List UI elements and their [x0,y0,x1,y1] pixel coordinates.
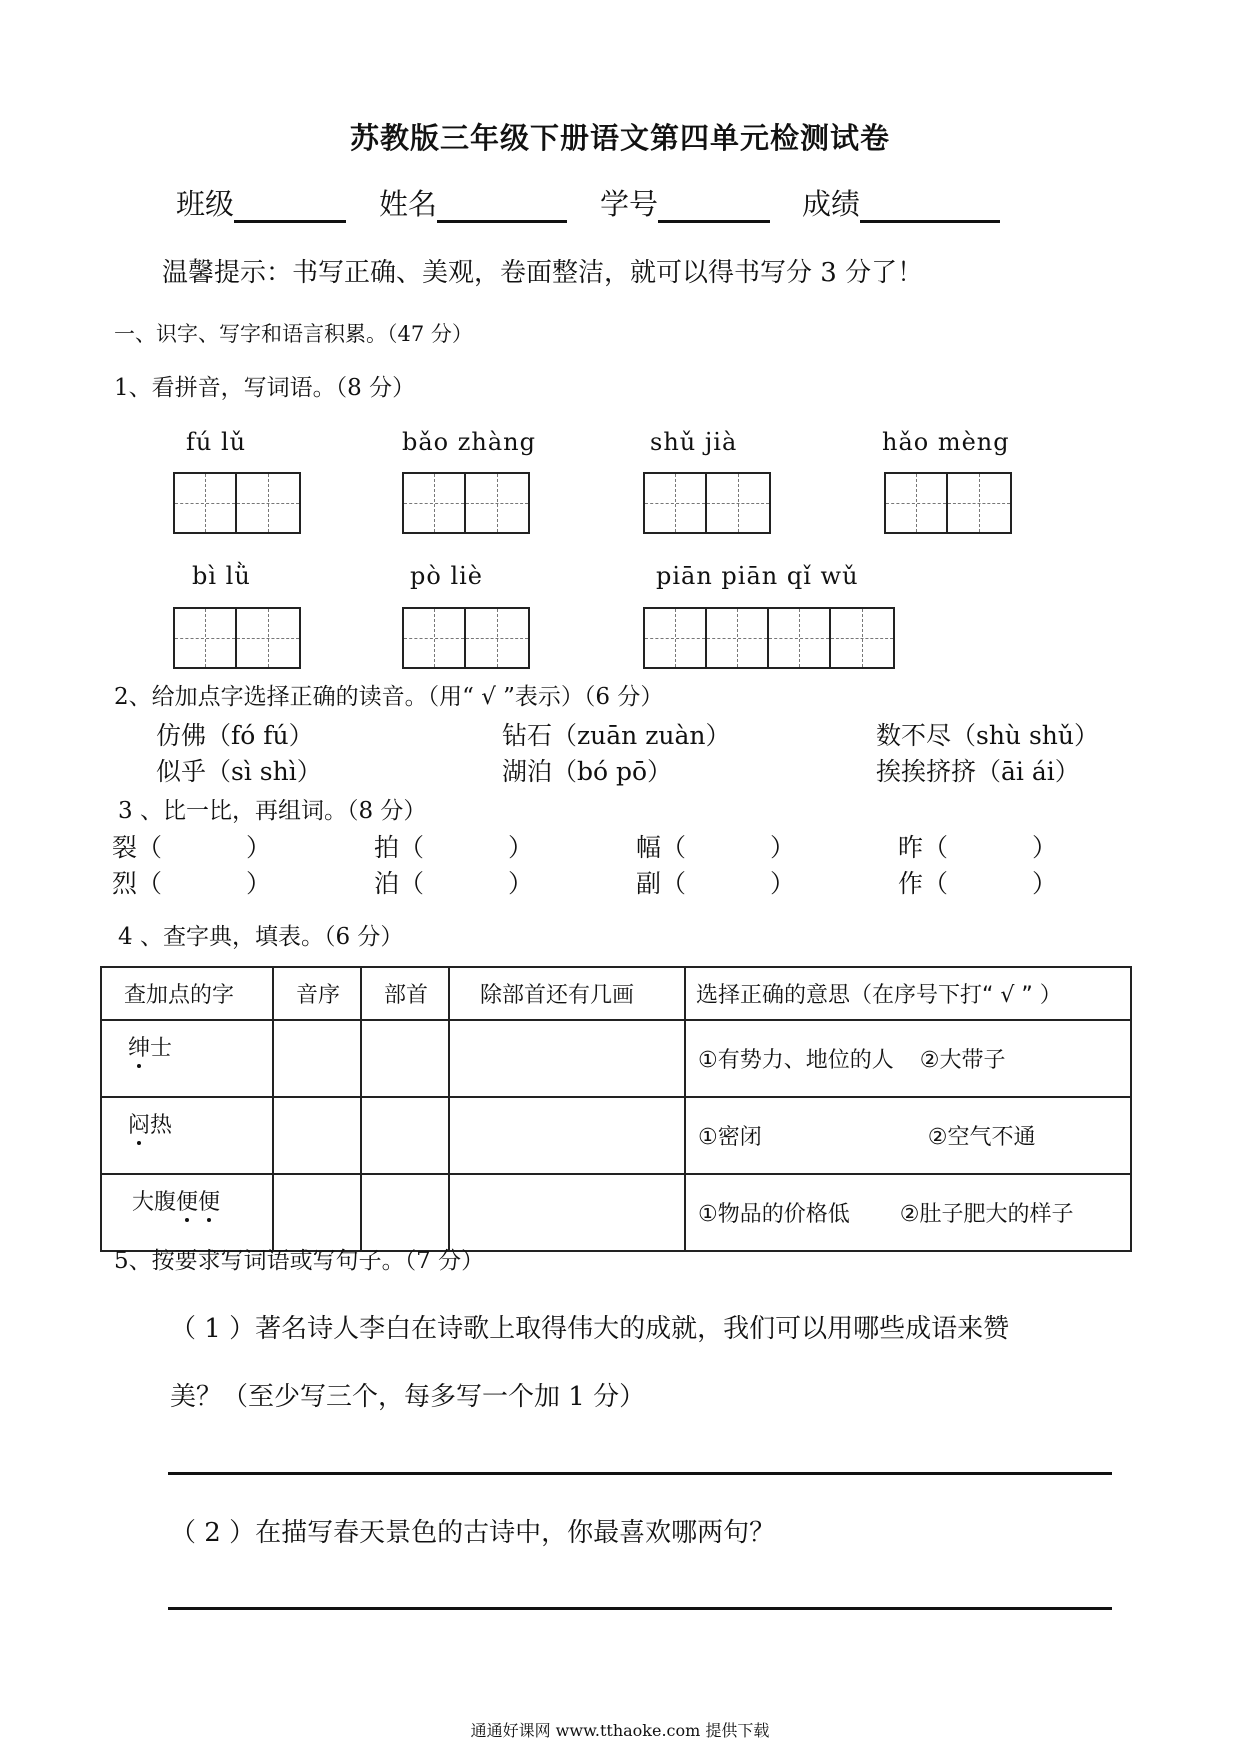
table-header: 除部首还有几画 [449,967,685,1020]
answer-cell[interactable] [273,1020,361,1097]
q3-item[interactable]: 幅（ ） [636,833,796,862]
meaning-cell[interactable]: ①密闭 ②空气不通 [685,1097,1131,1174]
q2-item[interactable]: 数不尽（shù shǔ） [876,721,1100,750]
table-row [101,1174,1131,1251]
table-header: 选择正确的意思（在序号下打“ √ ” ） [685,967,1131,1020]
meaning-cell[interactable]: ①有势力、地位的人 ②大带子 [685,1020,1131,1097]
q2-label: 2、给加点字选择正确的读音。（用“ √ ”表示）（6 分） [114,684,664,710]
dotted-char: 绅 [128,1031,150,1062]
number-label: 学号 [600,187,659,221]
table-row [101,1020,1131,1097]
pinyin-7: piān piān qǐ wǔ [656,562,859,590]
q5-label: 5、按要求写词语或写句子。（7 分） [114,1248,485,1274]
answer-cell[interactable] [361,1097,449,1174]
answer-grid-4[interactable] [884,472,1012,534]
page-title: 苏教版三年级下册语文第四单元检测试卷 [349,121,890,155]
meaning-cell[interactable]: ①物品的价格低 ②肚子肥大的样子 [685,1174,1131,1251]
dotted-char: 闷 [128,1108,150,1139]
answer-grid-2[interactable] [402,472,530,534]
answer-grid-3[interactable] [643,472,771,534]
section1-heading: 一、识字、写字和语言积累。（47 分） [114,322,473,346]
q3-item[interactable]: 拍（ ） [374,833,534,862]
number-field[interactable] [600,182,770,223]
q5-part1-line1: （ 1 ）著名诗人李白在诗歌上取得伟大的成就，我们可以用哪些成语来赞 [170,1314,1010,1344]
dotted-word: 绅士 [128,1036,172,1061]
score-label: 成绩 [802,187,861,221]
answer-cell[interactable] [361,1020,449,1097]
dictionary-table [100,966,1132,1252]
word-cell [101,1020,273,1097]
q2-item[interactable]: 仿佛（fó fú） [156,721,314,750]
table-header: 音序 [273,967,361,1020]
word-cell: 闷热 [101,1097,273,1174]
answer-grid-7[interactable] [643,607,895,669]
tip-text: 温馨提示：书写正确、美观，卷面整洁，就可以得书写分 3 分了！ [162,258,924,288]
q3-item[interactable]: 烈（ ） [112,869,272,898]
q3-label: 3 、比一比，再组词。（8 分） [118,798,427,824]
answer-line-1[interactable] [168,1472,1112,1475]
answer-cell[interactable] [361,1174,449,1251]
answer-cell[interactable] [273,1174,361,1251]
answer-cell[interactable] [449,1097,685,1174]
q5-part1-line2: 美？（至少写三个，每多写一个加 1 分） [170,1382,646,1412]
pinyin-2: bǎo zhàng [402,428,536,456]
answer-grid-1[interactable] [173,472,301,534]
class-label: 班级 [176,187,235,221]
q3-item[interactable]: 泊（ ） [374,869,534,898]
name-label: 姓名 [379,187,438,221]
q3-item[interactable]: 作（ ） [898,869,1058,898]
pinyin-6: pò liè [410,562,483,590]
answer-cell[interactable] [273,1097,361,1174]
footer-text: 通通好课网 www.tthaoke.com 提供下载 [470,1721,770,1740]
pinyin-1: fú lǔ [186,428,247,456]
q5-part2: （ 2 ）在描写春天景色的古诗中，你最喜欢哪两句？ [170,1518,776,1548]
word-cell: 大腹便便 [101,1174,273,1251]
q2-item[interactable]: 似乎（sì shì） [156,757,322,786]
answer-grid-6[interactable] [402,607,530,669]
class-field[interactable] [176,182,346,223]
table-row [101,1097,1131,1174]
q2-item[interactable]: 钻石（zuān zuàn） [502,721,731,750]
table-header: 查加点的字 [101,967,273,1020]
q3-item[interactable]: 裂（ ） [112,833,272,862]
answer-line-2[interactable] [168,1607,1112,1610]
pinyin-4: hǎo mèng [882,428,1010,456]
name-field[interactable] [379,182,567,223]
q3-item[interactable]: 副（ ） [636,869,796,898]
table-header: 部首 [361,967,449,1020]
answer-cell[interactable] [449,1020,685,1097]
q3-item[interactable]: 昨（ ） [898,833,1058,862]
pinyin-5: bì lǜ [192,562,251,590]
q2-item[interactable]: 挨挨挤挤（āi ái） [876,757,1080,786]
answer-cell[interactable] [449,1174,685,1251]
pinyin-3: shǔ jià [650,428,738,456]
answer-grid-5[interactable] [173,607,301,669]
q2-item[interactable]: 湖泊（bó pō） [502,757,673,786]
q4-label: 4 、查字典，填表。（6 分） [118,924,404,950]
score-field[interactable] [802,182,1000,223]
q1-label: 1、看拼音，写词语。（8 分） [114,375,416,401]
